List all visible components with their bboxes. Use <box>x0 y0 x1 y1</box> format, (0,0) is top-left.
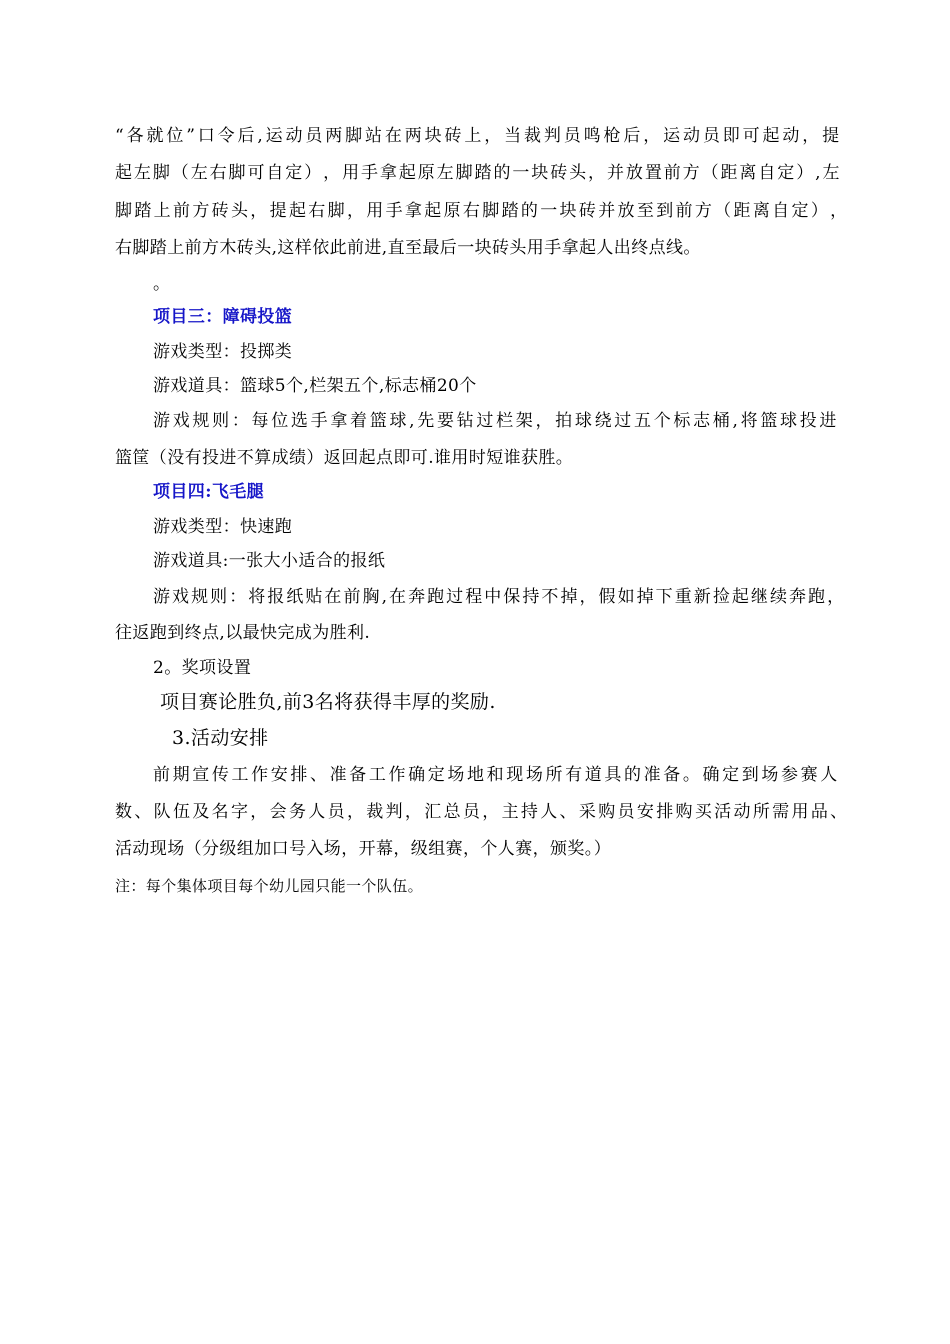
project3-rules-line: 游 戏 规 则 ： 每 位 选 手 拿 着 篮 球 , 先 要 钻 过 栏 架 ， 拍 球 绕 过 五 个 标 志 桶 , 将 篮 球 投 进 <box>153 411 837 431</box>
project4-title: 项目四:飞毛腿 <box>153 482 265 502</box>
paragraph-line: 起 左 脚 （ 左 右 脚 可 自 定 ） ， 用 手 拿 起 原 左 脚 踏 的 一 块 砖 头 ， 并 放 置 前 方 （ 距 离 自 定 ） , 左 <box>115 163 840 183</box>
stray-punctuation: 。 <box>153 274 171 294</box>
paragraph-line: 右脚踏上前方木砖头,这样依此前进,直至最后一块砖头用手拿起人出终点线。 <box>115 238 701 258</box>
project4-rules-line: 往返跑到终点,以最快完成为胜利. <box>115 623 371 643</box>
project4-props: 游戏道具:一张大小适合的报纸 <box>153 551 386 571</box>
awards-text: 项目赛论胜负,前3名将获得丰厚的奖励. <box>160 691 496 713</box>
project4-rules-line: 游 戏 规 则 ： 将 报 纸 贴 在 前 胸 , 在 奔 跑 过 程 中 保 持 不 掉 ， 假 如 掉 下 重 新 捡 起 继 续 奔 跑 ， <box>153 587 845 607</box>
paragraph-line: 脚 踏 上 前 方 砖 头 ， 提 起 右 脚 ， 用 手 拿 起 原 右 脚 踏 的 一 块 砖 并 放 至 到 前 方 （ 距 离 自 定 ） ， <box>115 201 848 221</box>
project3-title: 项目三：障碍投篮 <box>153 307 293 327</box>
project3-rules-line: 篮筐（没有投进不算成绩）返回起点即可.谁用时短谁获胜。 <box>115 448 574 468</box>
arrangement-line: 活动现场（分级组加口号入场，开幕，级组赛，个人赛，颁奖。） <box>115 839 612 859</box>
project3-props: 游戏道具：篮球5个,栏架五个,标志桶20个 <box>153 376 477 396</box>
footnote: 注：每个集体项目每个幼儿园只能一个队伍。 <box>115 877 424 895</box>
project3-type: 游戏类型：投掷类 <box>153 342 293 362</box>
arrangement-heading: 3.活动安排 <box>172 727 269 749</box>
project4-type: 游戏类型：快速跑 <box>153 517 293 537</box>
arrangement-line: 数 、 队 伍 及 名 字 ， 会 务 人 员 ， 裁 判 ， 汇 总 员 ， 主 持 人 、 采 购 员 安 排 购 买 活 动 所 需 用 品 、 <box>115 802 848 822</box>
arrangement-line: 前 期 宣 传 工 作 安 排 、 准 备 工 作 确 定 场 地 和 现 场 所 有 道 具 的 准 备 。 确 定 到 场 参 赛 人 <box>153 765 838 785</box>
awards-heading: 2。奖项设置 <box>153 658 252 678</box>
paragraph-line: “ 各 就 位 ” 口 令 后 , 运 动 员 两 脚 站 在 两 块 砖 上 ， 当 裁 判 员 鸣 枪 后 ， 运 动 员 即 可 起 动 ， 提 <box>115 126 840 146</box>
